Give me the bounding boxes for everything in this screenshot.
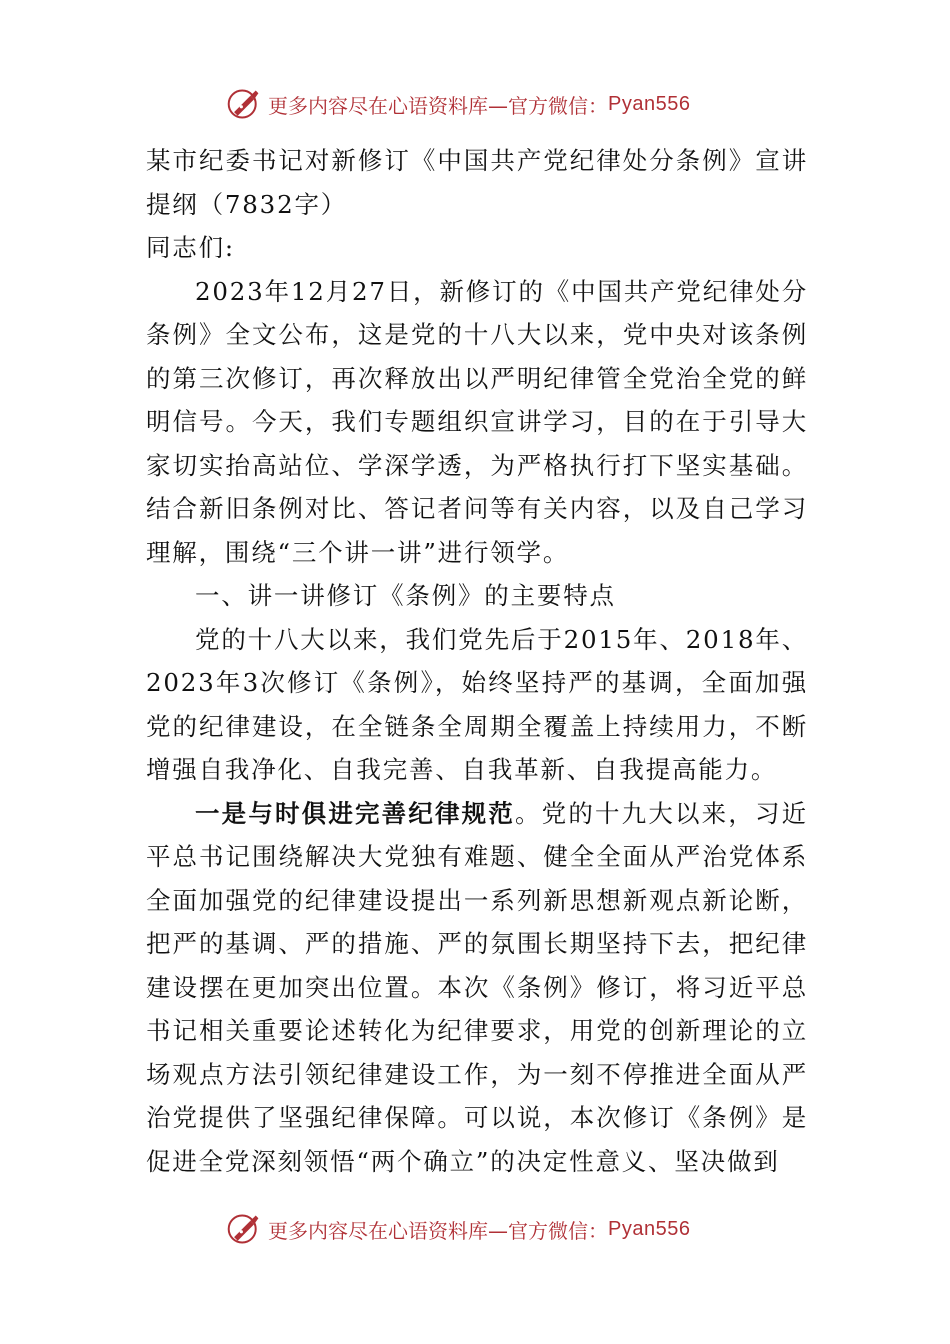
watermark-footer — [226, 1209, 746, 1249]
point-text: 。党的十九大以来，习近平总书记围绕解决大党独有难题、健全全面从严治党体系全面加强党的纪律建设提出一系列新思想新观点新论断，把严的基调、严的措施、严的氛围长期坚持下去，把纪律建设摆在更加突出位置。本次《条例》修订，将习近平总书记相关重要论述转化为纪律要求，用党的创新理论的立场观点方法引领纪律建设工作，为一刻不停推进全面从严治党提供了坚强纪律保障。可以说，本次修订《条例》是促进全党深刻领悟“两个确立”的决定性意义、坚决做到 — [146, 798, 808, 1176]
point-heading: 一是与时俱进完善纪律规范 — [195, 798, 516, 828]
point-paragraph — [146, 792, 808, 1184]
document-body — [146, 139, 808, 1183]
salutation: 同志们: — [146, 233, 235, 262]
body-paragraph: 党的十八大以来，我们党先后于2015年、2018年、2023年3次修订《条例》，始终坚持严的基调，全面加强党的纪律建设，在全链条全周期全覆盖上持续用力，不断增强自我净化、自我完善、自我革新、自我提高能力。 — [146, 624, 808, 784]
intro-paragraph: 2023年12月27日，新修订的《中国共产党纪律处分条例》全文公布，这是党的十八大以来，党中央对该条例的第三次修订，再次释放出以严明纪律管全党治全党的鲜明信号。今天，我们专题组织宣讲学习，目的在于引导大家切实抬高站位、学深学透，为严格执行打下坚实基础。结合新旧条例对比、答记者问等有关内容，以及自己学习理解，围绕“三个讲一讲”进行领学。 — [146, 276, 808, 567]
watermark-wechat-id: Pyan556 — [608, 92, 691, 115]
section-heading: 一、讲一讲修订《条例》的主要特点 — [195, 581, 616, 610]
document-title: 某市纪委书记对新修订《中国共产党纪律处分条例》宣讲提纲（7832字） — [146, 146, 808, 219]
watermark-text: 更多内容尽在心语资料库—官方微信： — [268, 93, 608, 118]
watermark-wechat-id: Pyan556 — [608, 1217, 691, 1240]
pen-nib-icon — [226, 86, 262, 122]
pen-nib-icon — [226, 1211, 262, 1247]
watermark-text: 更多内容尽在心语资料库—官方微信： — [268, 1218, 608, 1243]
watermark-header — [226, 84, 746, 124]
